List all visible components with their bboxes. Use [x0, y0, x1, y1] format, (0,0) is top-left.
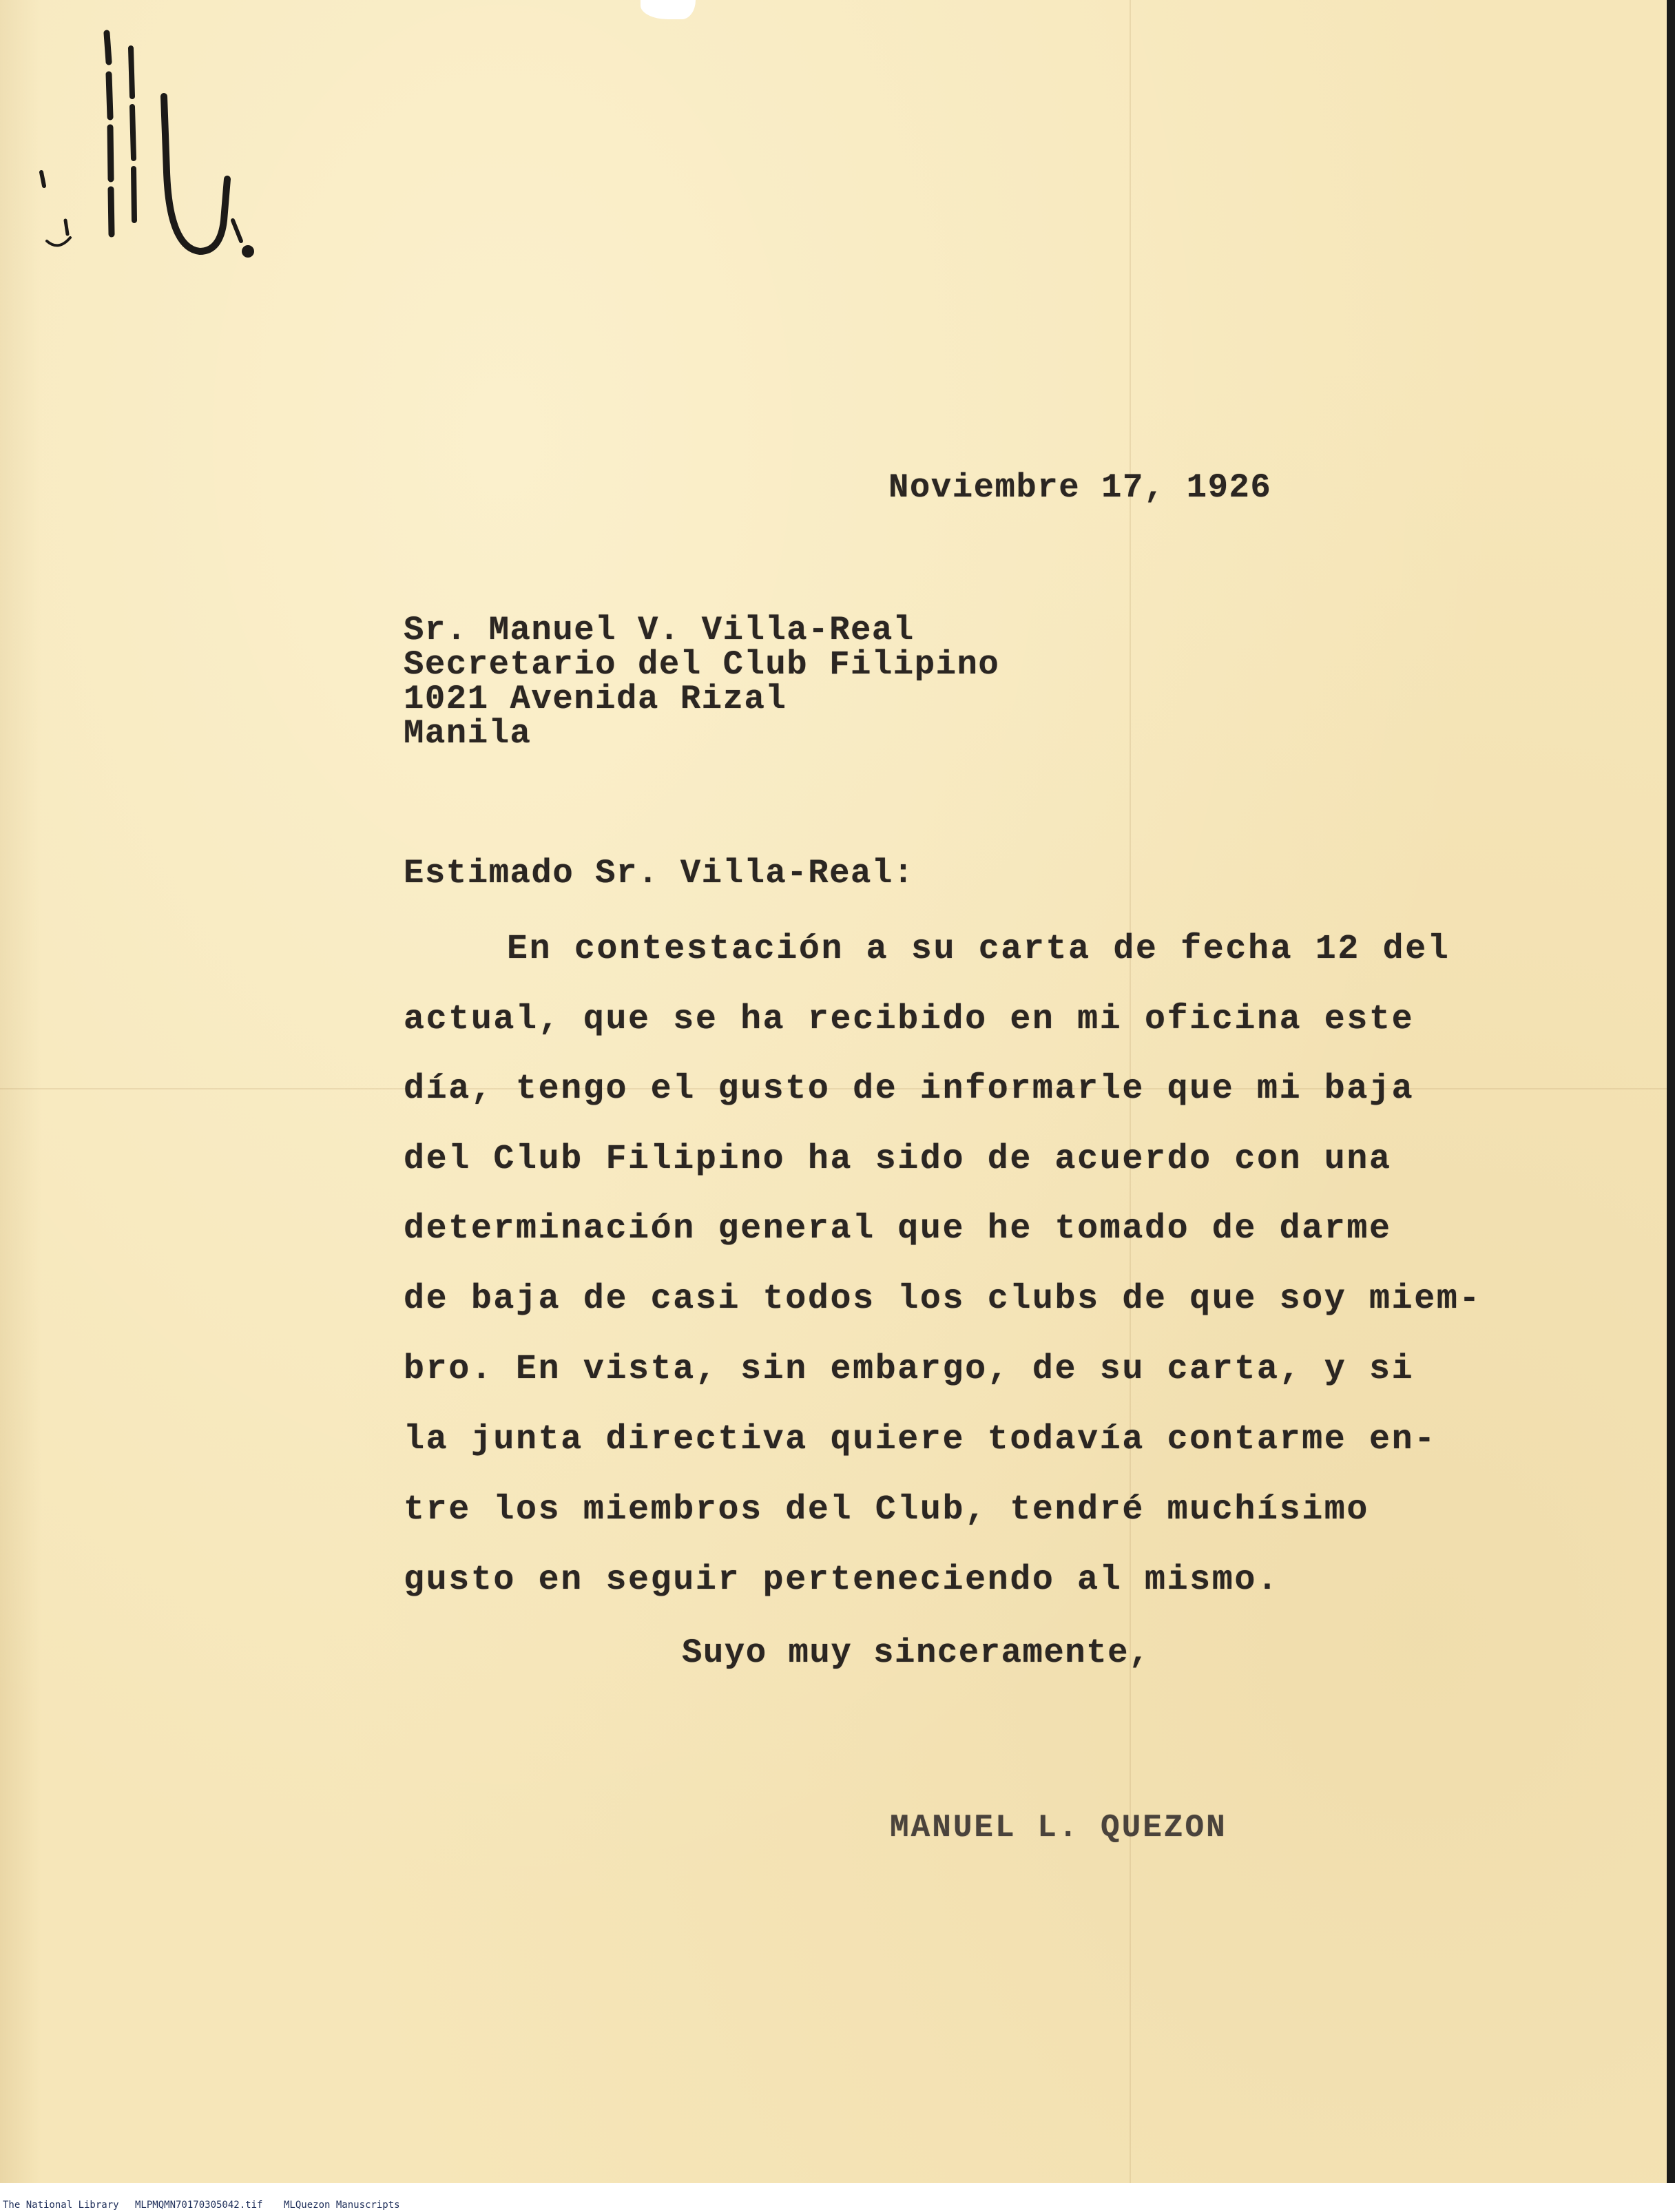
handwritten-initials-icon	[14, 14, 262, 275]
body-line: de baja de casi todos los clubs de que soy miem-	[404, 1280, 1482, 1319]
body-line: día, tengo el gusto de informarle que mi baja	[404, 1070, 1415, 1109]
footer-collection: MLQuezon Manuscripts	[284, 2200, 400, 2211]
scan-border	[1667, 0, 1675, 2183]
letter-date: Noviembre 17, 1926	[888, 468, 1272, 507]
body-line: bro. En vista, sin embargo, de su carta, y si	[404, 1350, 1415, 1389]
body-line: actual, que se ha recibido en mi oficina este	[404, 1000, 1415, 1039]
body-line: tre los miembros del Club, tendré muchísimo	[404, 1490, 1370, 1530]
paper-tear	[641, 0, 696, 19]
body-line: la junta directiva quiere todavía contarme en-	[404, 1420, 1437, 1459]
scan-footer	[0, 2183, 1675, 2212]
body-line: En contestación a su carta de fecha 12 del	[507, 930, 1450, 969]
body-line: del Club Filipino ha sido de acuerdo con una	[404, 1140, 1392, 1179]
closing: Suyo muy sinceramente,	[682, 1634, 1150, 1672]
footer-institution: The National Library	[3, 2200, 119, 2211]
recipient-title: Secretario del Club Filipino	[404, 645, 1000, 684]
recipient-street: 1021 Avenida Rizal	[404, 680, 787, 718]
salutation: Estimado Sr. Villa-Real:	[404, 854, 915, 893]
body-line: gusto en seguir perteneciendo al mismo.	[404, 1561, 1280, 1600]
signature-name: MANUEL L. QUEZON	[890, 1810, 1227, 1846]
recipient-name: Sr. Manuel V. Villa-Real	[404, 611, 915, 649]
recipient-city: Manila	[404, 714, 532, 753]
body-line: determinación general que he tomado de darme	[404, 1209, 1392, 1249]
footer-file-name: MLPMQMN70170305042.tif	[135, 2200, 263, 2211]
